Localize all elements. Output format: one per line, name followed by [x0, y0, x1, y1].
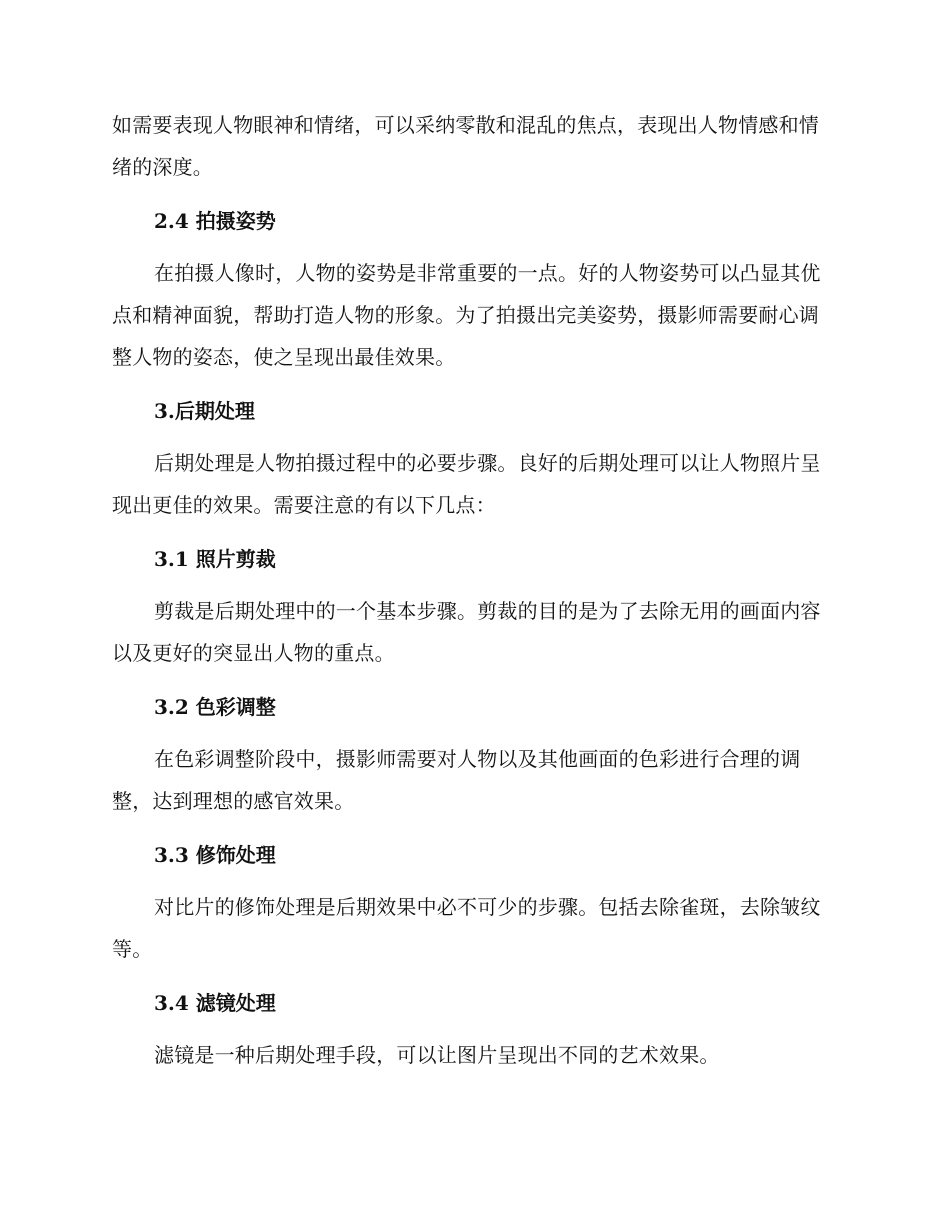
paragraph-retouching: 对比片的修饰处理是后期效果中必不可少的步骤。包括去除雀斑，去除皱纹等。	[112, 895, 821, 961]
section-heading-3-2: 3.2 色彩调整	[154, 695, 276, 719]
section-heading-3-1: 3.1 照片剪裁	[154, 547, 276, 571]
spacer	[112, 580, 832, 590]
paragraph-cropping: 剪裁是后期处理中的一个基本步骤。剪裁的目的是为了去除无用的画面内容以及更好的突显出人物的重点。	[112, 599, 821, 665]
spacer	[112, 876, 832, 886]
section-heading-2-4: 2.4 拍摄姿势	[154, 209, 276, 233]
paragraph-color-adjust: 在色彩调整阶段中，摄影师需要对人物以及其他画面的色彩进行合理的调整，达到理想的感官效果。	[112, 747, 801, 813]
spacer	[112, 728, 832, 738]
section-heading-3-4: 3.4 滤镜处理	[154, 991, 276, 1015]
section-heading-3-3: 3.3 修饰处理	[154, 843, 276, 867]
spacer	[112, 378, 832, 390]
paragraph-filters: 滤镜是一种后期处理手段，可以让图片呈现出不同的艺术效果。	[154, 1043, 720, 1067]
spacer	[112, 970, 832, 982]
spacer	[112, 822, 832, 834]
spacer	[112, 432, 832, 442]
document-body	[112, 104, 832, 1076]
paragraph-posture: 在拍摄人像时，人物的姿势是非常重要的一点。好的人物姿势可以凸显其优点和精神面貌，帮助打造人物的形象。为了拍摄出完美姿势，摄影师需要耐心调整人物的姿态，使之呈现出最佳效果。	[112, 261, 821, 369]
spacer	[112, 188, 832, 200]
spacer	[112, 526, 832, 538]
paragraph-focus-emotion: 如需要表现人物眼神和情绪，可以采纳零散和混乱的焦点，表现出人物情感和情绪的深度。	[112, 113, 819, 179]
paragraph-post-processing: 后期处理是人物拍摄过程中的必要步骤。良好的后期处理可以让人物照片呈现出更佳的效果。需要注意的有以下几点：	[112, 451, 821, 517]
spacer	[112, 674, 832, 686]
spacer	[112, 1024, 832, 1034]
section-heading-3: 3.后期处理	[154, 399, 255, 423]
spacer	[112, 242, 832, 252]
